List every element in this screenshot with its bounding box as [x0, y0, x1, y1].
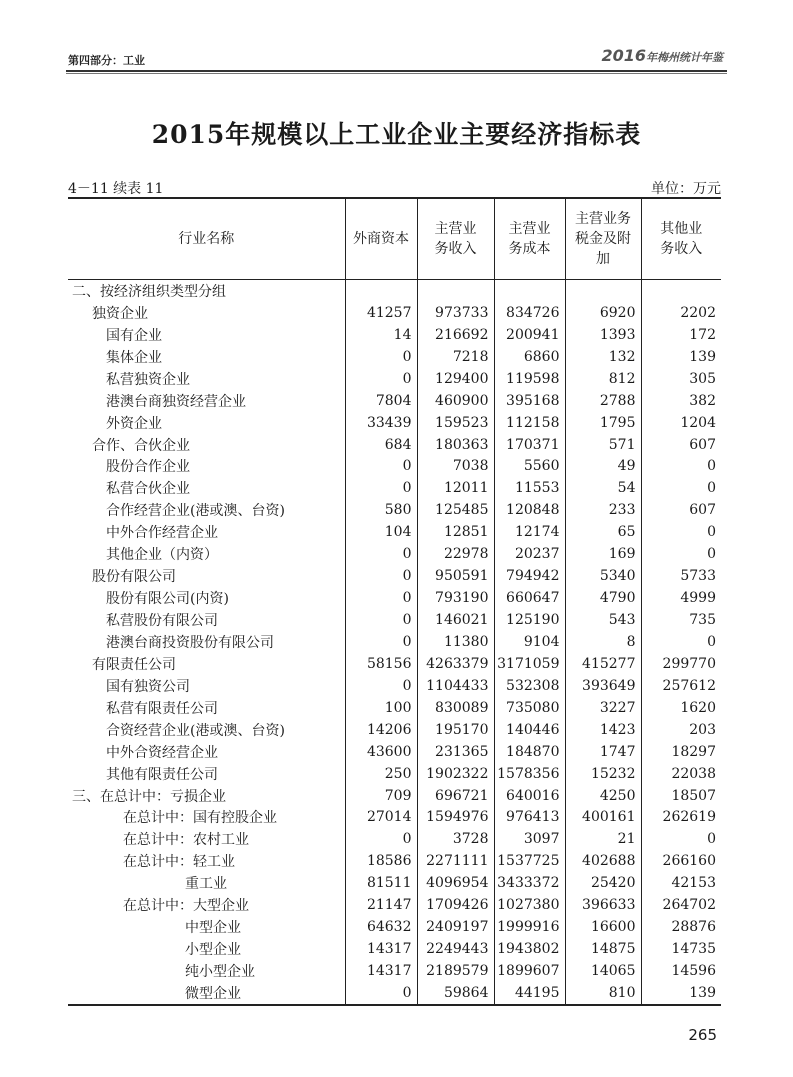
row-value: 104 [345, 521, 417, 543]
row-value: 18586 [345, 850, 417, 872]
row-value: 0 [345, 543, 417, 565]
row-value: 27014 [345, 807, 417, 829]
unit-label: 单位：万元 [651, 181, 721, 197]
row-value: 1999916 [494, 916, 565, 938]
table-row [68, 631, 721, 653]
row-value: 14317 [345, 960, 417, 982]
row-value: 3171059 [494, 653, 565, 675]
row-label: 在总计中：农村工业 [123, 832, 249, 849]
row-label: 三、在总计中：亏损企业 [72, 788, 226, 805]
col-header-industry: 行业名称 [68, 198, 345, 280]
row-value: 812 [565, 368, 641, 390]
row-value: 12851 [417, 521, 494, 543]
row-value: 64632 [345, 916, 417, 938]
row-value: 1104433 [417, 675, 494, 697]
row-value: 14317 [345, 938, 417, 960]
row-value: 14735 [641, 938, 721, 960]
row-value: 402688 [565, 850, 641, 872]
row-value: 3227 [565, 697, 641, 719]
row-value: 1709426 [417, 894, 494, 916]
row-value: 2249443 [417, 938, 494, 960]
row-value: 139 [641, 346, 721, 368]
table-row [68, 477, 721, 499]
row-value: 170371 [494, 434, 565, 456]
row-value: 172 [641, 324, 721, 346]
page-title: 2015年规模以上工业企业主要经济指标表 [151, 120, 642, 149]
row-value: 793190 [417, 587, 494, 609]
row-value: 794942 [494, 565, 565, 587]
row-value: 7038 [417, 456, 494, 478]
row-value: 460900 [417, 390, 494, 412]
row-value: 1899607 [494, 960, 565, 982]
table-row [68, 565, 721, 587]
row-value: 0 [345, 477, 417, 499]
row-value: 180363 [417, 434, 494, 456]
row-value: 400161 [565, 807, 641, 829]
table-row [68, 543, 721, 565]
row-value: 16600 [565, 916, 641, 938]
row-value: 950591 [417, 565, 494, 587]
row-value [565, 280, 641, 302]
row-value: 830089 [417, 697, 494, 719]
row-value: 14065 [565, 960, 641, 982]
row-label: 二、按经济组织类型分组 [72, 283, 226, 300]
row-value: 571 [565, 434, 641, 456]
row-value: 257612 [641, 675, 721, 697]
table-row [68, 697, 721, 719]
row-value: 0 [641, 521, 721, 543]
row-value: 231365 [417, 741, 494, 763]
header-rule-thin [66, 73, 727, 74]
row-value: 3433372 [494, 872, 565, 894]
row-value: 14596 [641, 960, 721, 982]
row-value: 6920 [565, 302, 641, 324]
row-value: 4096954 [417, 872, 494, 894]
row-label: 在总计中：轻工业 [123, 854, 235, 871]
col-header-foreign-capital: 外商资本 [345, 198, 417, 280]
table-row [68, 960, 721, 982]
col-header-tax: 主营业务 税金及附 加 [565, 198, 641, 280]
row-label: 独资企业 [92, 305, 148, 322]
row-label: 国有企业 [106, 327, 162, 344]
row-value: 6860 [494, 346, 565, 368]
row-label: 其他企业（内资） [106, 547, 218, 564]
row-label: 重工业 [185, 876, 227, 893]
row-value [641, 280, 721, 302]
row-label: 港澳台商投资股份有限公司 [106, 634, 274, 651]
row-value: 0 [345, 346, 417, 368]
row-value: 1027380 [494, 894, 565, 916]
row-value: 0 [641, 477, 721, 499]
table-row [68, 302, 721, 324]
row-value: 20237 [494, 543, 565, 565]
row-label: 外资企业 [106, 415, 162, 432]
row-value: 1902322 [417, 763, 494, 785]
row-label: 港澳台商独资经营企业 [106, 393, 246, 410]
row-value: 0 [345, 631, 417, 653]
row-label: 股份合作企业 [106, 459, 190, 476]
row-value: 5560 [494, 456, 565, 478]
row-value: 65 [565, 521, 641, 543]
row-value: 305 [641, 368, 721, 390]
row-value: 169 [565, 543, 641, 565]
row-value: 44195 [494, 982, 565, 1005]
row-value: 0 [641, 456, 721, 478]
table-row [68, 653, 721, 675]
row-value: 735 [641, 609, 721, 631]
row-value: 9104 [494, 631, 565, 653]
row-value: 14875 [565, 938, 641, 960]
row-value: 264702 [641, 894, 721, 916]
row-value: 1943802 [494, 938, 565, 960]
row-value: 195170 [417, 719, 494, 741]
table-row [68, 763, 721, 785]
row-value: 14 [345, 324, 417, 346]
row-value: 735080 [494, 697, 565, 719]
row-label: 合作经营企业(港或澳、台资) [106, 503, 285, 520]
table-row [68, 850, 721, 872]
row-value: 59864 [417, 982, 494, 1005]
row-value: 266160 [641, 850, 721, 872]
row-label: 合作、合伙企业 [92, 437, 190, 454]
row-value: 112158 [494, 412, 565, 434]
row-value: 393649 [565, 675, 641, 697]
row-value: 2788 [565, 390, 641, 412]
row-label: 私营合伙企业 [106, 481, 190, 498]
row-value [345, 280, 417, 302]
table-row [68, 324, 721, 346]
row-value: 5733 [641, 565, 721, 587]
row-value: 1594976 [417, 807, 494, 829]
row-value: 607 [641, 499, 721, 521]
table-row [68, 499, 721, 521]
row-value: 42153 [641, 872, 721, 894]
page-number: 265 [688, 1026, 717, 1044]
row-label: 私营有限责任公司 [106, 700, 218, 717]
table-row [68, 456, 721, 478]
row-value: 532308 [494, 675, 565, 697]
row-value: 1795 [565, 412, 641, 434]
row-value: 3097 [494, 828, 565, 850]
table-row [68, 368, 721, 390]
row-value: 1393 [565, 324, 641, 346]
row-value: 216692 [417, 324, 494, 346]
row-label: 有限责任公司 [92, 656, 176, 673]
row-value: 250 [345, 763, 417, 785]
row-value: 25420 [565, 872, 641, 894]
row-value: 1747 [565, 741, 641, 763]
table-code: 4－11 续表 11 [68, 181, 164, 197]
row-value: 21 [565, 828, 641, 850]
table-row [68, 828, 721, 850]
row-value: 4999 [641, 587, 721, 609]
section-label: 第四部分：工业 [68, 54, 145, 67]
row-value: 709 [345, 785, 417, 807]
row-label: 在总计中：大型企业 [123, 898, 249, 915]
row-value: 0 [345, 565, 417, 587]
row-value: 395168 [494, 390, 565, 412]
row-value: 120848 [494, 499, 565, 521]
row-value: 810 [565, 982, 641, 1005]
row-value: 0 [345, 609, 417, 631]
row-value: 415277 [565, 653, 641, 675]
row-label: 其他有限责任公司 [106, 766, 218, 783]
row-value: 54 [565, 477, 641, 499]
table-row [68, 280, 721, 302]
row-value: 203 [641, 719, 721, 741]
row-value: 7804 [345, 390, 417, 412]
row-value: 3728 [417, 828, 494, 850]
table-row [68, 741, 721, 763]
row-value: 1537725 [494, 850, 565, 872]
row-value: 33439 [345, 412, 417, 434]
table-row [68, 938, 721, 960]
row-label: 私营股份有限公司 [106, 613, 218, 630]
row-value: 11553 [494, 477, 565, 499]
table-row [68, 982, 721, 1005]
row-value: 0 [345, 828, 417, 850]
row-value: 2202 [641, 302, 721, 324]
row-value: 49 [565, 456, 641, 478]
table-row [68, 872, 721, 894]
row-value: 4263379 [417, 653, 494, 675]
table-row [68, 894, 721, 916]
row-label: 合资经营企业(港或澳、台资) [106, 722, 285, 739]
row-value: 0 [345, 456, 417, 478]
yearbook-name: 年梅州统计年鉴 [646, 51, 723, 64]
row-value: 12011 [417, 477, 494, 499]
row-value: 0 [345, 368, 417, 390]
row-value: 22038 [641, 763, 721, 785]
row-value: 2271111 [417, 850, 494, 872]
row-value: 0 [641, 543, 721, 565]
row-value: 7218 [417, 346, 494, 368]
table-row [68, 587, 721, 609]
row-label: 中外合作经营企业 [106, 525, 218, 542]
row-value: 15232 [565, 763, 641, 785]
row-value: 14206 [345, 719, 417, 741]
row-value: 299770 [641, 653, 721, 675]
yearbook-year: 2016 [601, 46, 646, 65]
row-value: 4250 [565, 785, 641, 807]
row-value: 159523 [417, 412, 494, 434]
table-row [68, 675, 721, 697]
row-value: 11380 [417, 631, 494, 653]
row-value: 2409197 [417, 916, 494, 938]
row-value: 22978 [417, 543, 494, 565]
row-value: 0 [345, 982, 417, 1005]
row-value: 140446 [494, 719, 565, 741]
table-row [68, 346, 721, 368]
row-label: 股份有限公司(内资) [106, 591, 229, 608]
row-value: 21147 [345, 894, 417, 916]
table-row [68, 434, 721, 456]
header-rule [66, 70, 727, 72]
row-value: 41257 [345, 302, 417, 324]
row-value [494, 280, 565, 302]
row-value: 18297 [641, 741, 721, 763]
row-label: 中型企业 [185, 920, 241, 937]
row-value: 200941 [494, 324, 565, 346]
row-value: 28876 [641, 916, 721, 938]
table-row [68, 521, 721, 543]
row-value: 5340 [565, 565, 641, 587]
row-value: 1620 [641, 697, 721, 719]
row-value: 0 [345, 675, 417, 697]
row-value: 976413 [494, 807, 565, 829]
table-row [68, 785, 721, 807]
row-label: 微型企业 [68, 982, 345, 1005]
row-value: 8 [565, 631, 641, 653]
row-value: 684 [345, 434, 417, 456]
row-value: 262619 [641, 807, 721, 829]
table-row [68, 807, 721, 829]
row-value: 139 [641, 982, 721, 1005]
row-value: 43600 [345, 741, 417, 763]
table-row [68, 719, 721, 741]
indicator-table [68, 197, 721, 1006]
row-value: 580 [345, 499, 417, 521]
row-value: 543 [565, 609, 641, 631]
col-header-other-revenue: 其他业 务收入 [641, 198, 721, 280]
row-value: 146021 [417, 609, 494, 631]
row-label: 在总计中：国有控股企业 [123, 810, 277, 827]
table-header-row [68, 198, 721, 280]
row-value: 396633 [565, 894, 641, 916]
row-value: 0 [641, 631, 721, 653]
row-value: 125485 [417, 499, 494, 521]
table-row [68, 390, 721, 412]
row-value: 12174 [494, 521, 565, 543]
row-value: 81511 [345, 872, 417, 894]
col-header-revenue: 主营业 务收入 [417, 198, 494, 280]
row-value: 100 [345, 697, 417, 719]
row-value: 129400 [417, 368, 494, 390]
row-value [417, 280, 494, 302]
row-label: 小型企业 [185, 942, 241, 959]
row-value: 640016 [494, 785, 565, 807]
yearbook-title [601, 46, 723, 65]
row-value: 1204 [641, 412, 721, 434]
row-label: 私营独资企业 [106, 371, 190, 388]
row-value: 1423 [565, 719, 641, 741]
row-value: 607 [641, 434, 721, 456]
row-value: 4790 [565, 587, 641, 609]
row-label: 中外合资经营企业 [106, 744, 218, 761]
table-row [68, 916, 721, 938]
row-value: 58156 [345, 653, 417, 675]
row-value: 233 [565, 499, 641, 521]
row-value: 119598 [494, 368, 565, 390]
row-value: 18507 [641, 785, 721, 807]
row-value: 132 [565, 346, 641, 368]
table-row [68, 412, 721, 434]
row-value: 125190 [494, 609, 565, 631]
row-label: 集体企业 [106, 349, 162, 366]
row-value: 382 [641, 390, 721, 412]
row-label: 国有独资公司 [106, 678, 190, 695]
row-value: 2189579 [417, 960, 494, 982]
row-value: 1578356 [494, 763, 565, 785]
row-value: 0 [641, 828, 721, 850]
row-value: 184870 [494, 741, 565, 763]
row-label: 纯小型企业 [185, 964, 255, 981]
row-label: 股份有限公司 [92, 569, 176, 586]
row-value: 0 [345, 587, 417, 609]
table-body [68, 280, 721, 1005]
row-value: 696721 [417, 785, 494, 807]
row-value: 834726 [494, 302, 565, 324]
col-header-cost: 主营业 务成本 [494, 198, 565, 280]
row-value: 973733 [417, 302, 494, 324]
row-value: 660647 [494, 587, 565, 609]
table-row [68, 609, 721, 631]
